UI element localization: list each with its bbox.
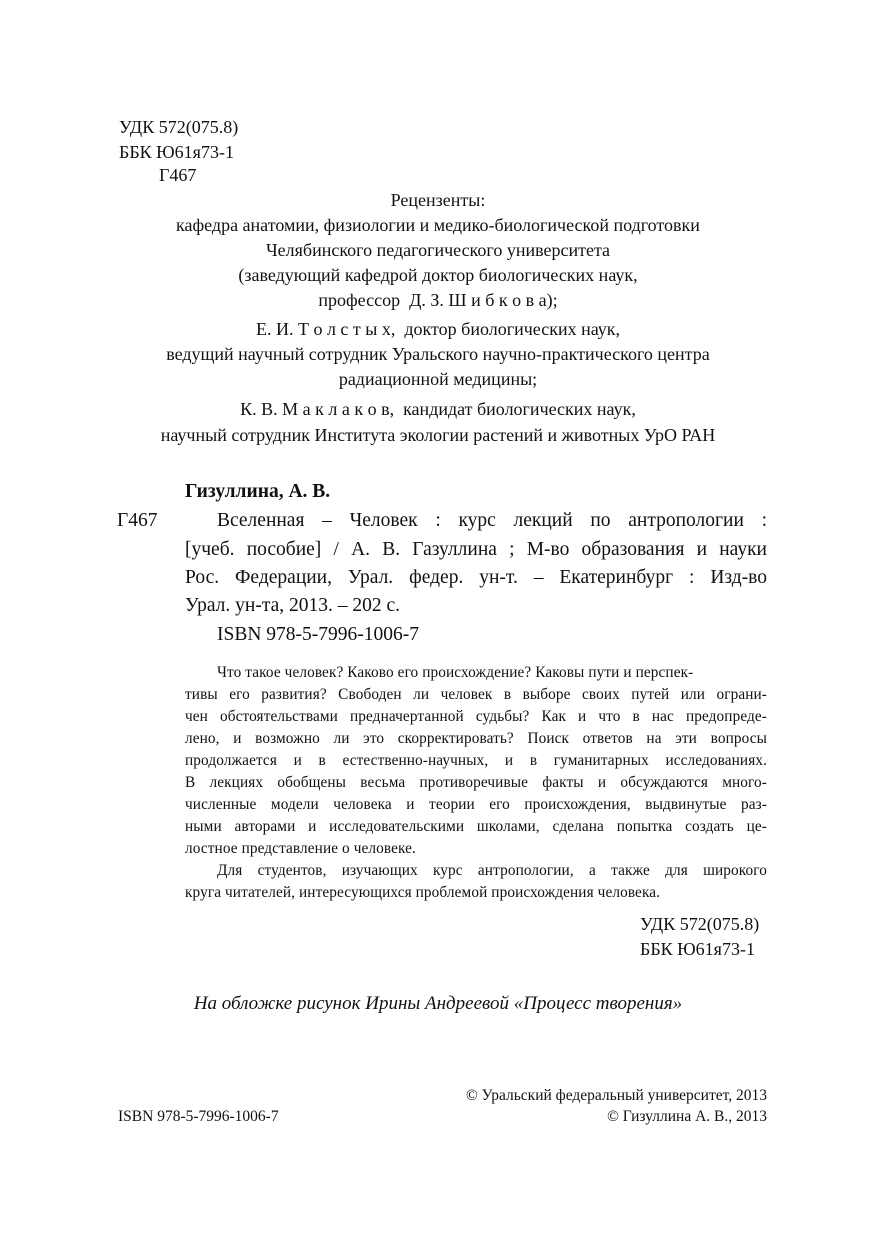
reviewer3-name: К. В. М а к л а к о в, [240, 399, 395, 419]
bib-author: Гизуллина, А. В. [185, 481, 331, 502]
reviewer2-degree: доктор биологических наук, [404, 319, 621, 339]
footer-isbn: ISBN 978-5-7996-1006-7 [118, 1108, 279, 1125]
bib-title-line3: Рос. Федерации, Урал. федер. ун-т. – Екатеринбург : Изд-во [185, 567, 767, 588]
header-udk: УДК 572(075.8) [119, 117, 239, 137]
summary-line: тивы его развития? Свободен ли человек в выборе своих путей или ограни- [185, 686, 767, 703]
classif-bbk: ББК Ю61я73-1 [640, 939, 755, 959]
summary-line: лостное представление о человеке. [185, 840, 416, 857]
reviewer2-line1 [0, 319, 876, 340]
reviewer3-degree: кандидат биологических наук, [403, 399, 636, 419]
reviewer3-line1 [0, 399, 876, 420]
summary-line: В лекциях обобщены весьма противоречивые факты и обсуждаются много- [185, 774, 767, 791]
reviewer1-prefix: профессор [318, 290, 401, 310]
reviewers-title: Рецензенты: [390, 190, 486, 210]
reviewer2-line2: ведущий научный сотрудник Уральского научно-практического центра [166, 344, 710, 364]
summary-audience-line2: круга читателей, интересующихся проблемой происхождения человека. [185, 884, 661, 901]
reviewer2-line3: радиационной медицины; [338, 369, 538, 389]
reviewer1-line4 [0, 290, 876, 311]
bib-isbn: ISBN 978-5-7996-1006-7 [217, 624, 420, 645]
header-code: Г467 [159, 165, 197, 185]
summary-line: чен обстоятельствами предначертанной судьбы? Как и что в нас предопреде- [185, 708, 767, 725]
reviewer1-line2: Челябинского педагогического университета [265, 240, 611, 260]
summary-line: Что такое человек? Каково его происхождение? Каковы пути и перспек- [217, 664, 694, 681]
bib-title-line2: [учеб. пособие] / А. В. Газуллина ; М-во образования и науки [185, 539, 767, 560]
bib-title-line4: Урал. ун-та, 2013. – 202 с. [185, 595, 401, 616]
reviewer3-line2: научный сотрудник Института экологии растений и животных УрО РАН [160, 425, 716, 445]
reviewer2-name: Е. И. Т о л с т ы х, [255, 319, 396, 339]
reviewer1-line1: кафедра анатомии, физиологии и медико-биологической подготовки [176, 215, 700, 235]
reviewer1-name: Д. З. Ш и б к о в а [409, 290, 547, 310]
bib-title-line1: Вселенная – Человек : курс лекций по антропологии : [217, 510, 767, 531]
summary-line: продолжается и в естественно-научных, и в гуманитарных исследованиях. [185, 752, 767, 769]
copyright-university: © Уральский федеральный университет, 2013 [465, 1087, 767, 1104]
cover-note: На обложке рисунок Ирины Андреевой «Процесс творения» [193, 993, 683, 1014]
copyright-author: © Гизуллина А. В., 2013 [607, 1108, 767, 1125]
reviewer1-suffix: ); [546, 290, 558, 310]
reviewer1-line3: (заведующий кафедрой доктор биологических наук, [238, 265, 638, 285]
summary-line: численные модели человека и теории его происхождения, выдвинутые раз- [185, 796, 767, 813]
summary-line: ными авторами и исследовательскими школами, сделана попытка создать це- [185, 818, 767, 835]
summary-audience-line1: Для студентов, изучающих курс антропологии, а также для широкого [217, 862, 767, 879]
bib-code: Г467 [117, 510, 158, 531]
summary-line: лено, и возможно ли это скорректировать? Поиск ответов на эти вопросы [185, 730, 767, 747]
classif-udk: УДК 572(075.8) [640, 914, 760, 934]
header-bbk: ББК Ю61я73-1 [119, 142, 234, 162]
